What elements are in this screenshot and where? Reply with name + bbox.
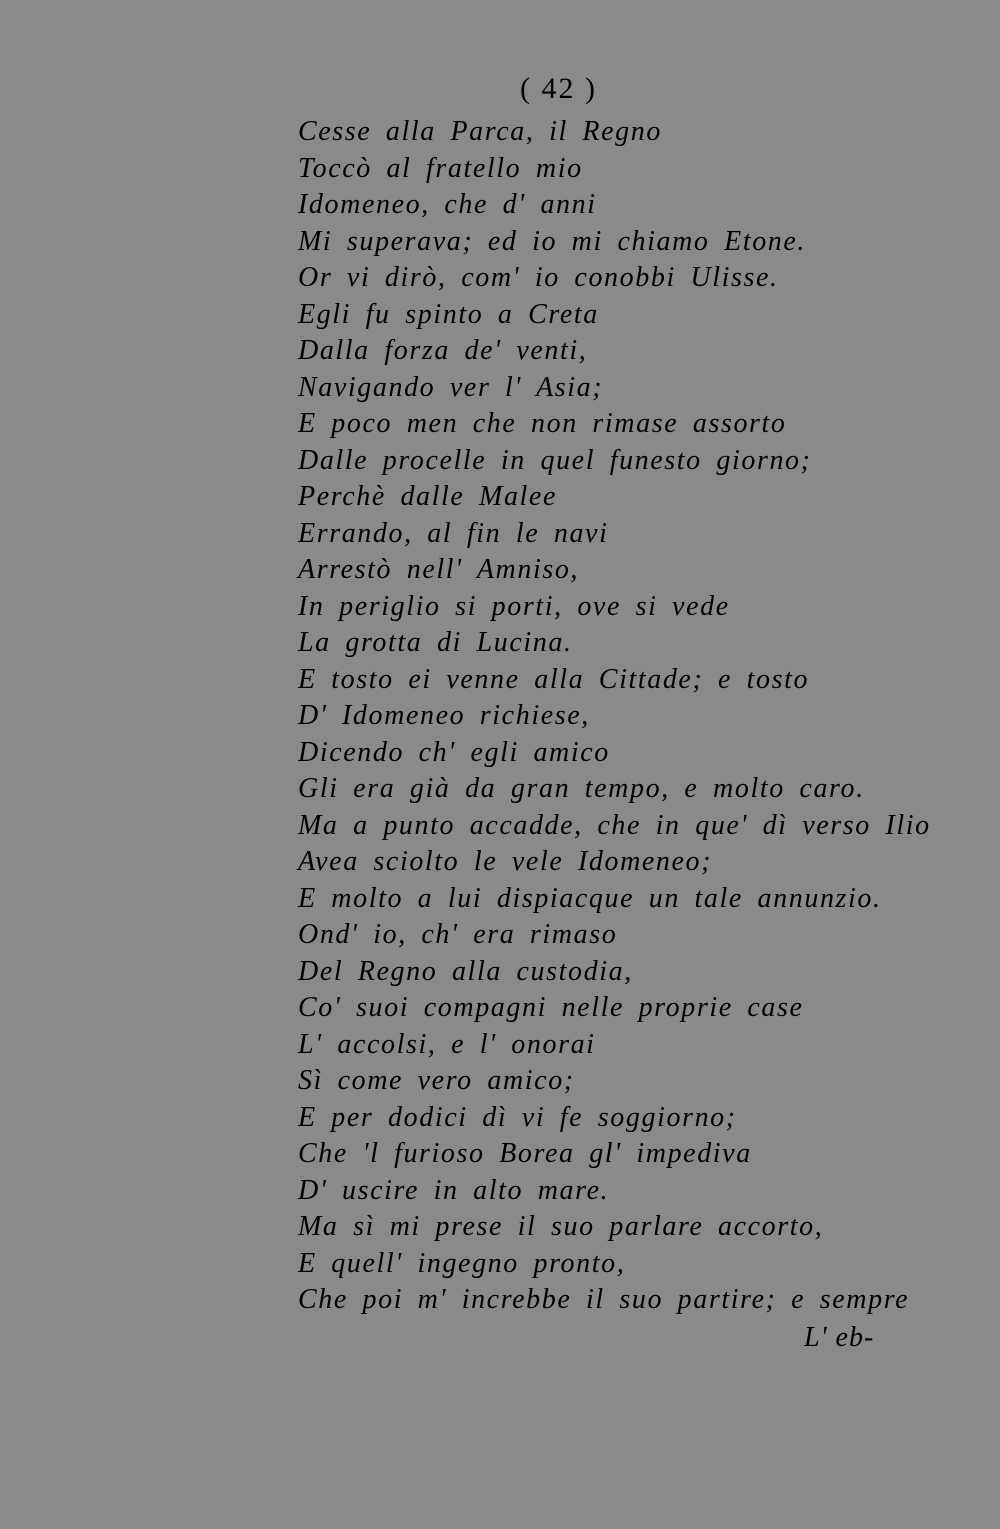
verse-line: Dalla forza de' venti, [298, 335, 588, 366]
verse-line: Sì come vero amico; [298, 1065, 575, 1096]
verse-line: D' Idomeneo richiese, [298, 700, 590, 731]
verse-line: E quell' ingegno pronto, [298, 1247, 626, 1279]
verse-line: Egli fu spinto a Creta [298, 298, 599, 330]
verse-line: E per dodici dì vi fe soggiorno; [298, 1101, 737, 1133]
verse-line: E tosto ei venne alla Cittade; e tosto [298, 663, 810, 695]
verse-line: Avea sciolto le vele Idomeneo; [298, 846, 713, 877]
verse-line: Mi superava; ed io mi chiamo Etone. [298, 225, 807, 257]
verse-line: E molto a lui dispiacque un tale annunzio. [298, 882, 882, 914]
verse-line: Ma sì mi prese il suo parlare accorto, [298, 1211, 824, 1242]
verse-line: Del Regno alla custodia, [298, 955, 633, 987]
verse-line: Gli era già da gran tempo, e molto caro. [298, 773, 865, 804]
verse-line: Dicendo ch' egli amico [298, 736, 610, 768]
verse-line: L' accolsi, e l' onorai [298, 1028, 596, 1060]
verse-line: Che 'l furioso Borea gl' impediva [298, 1138, 752, 1169]
verse-text [298, 114, 938, 1319]
verse-line: La grotta di Lucina. [298, 627, 573, 658]
verse-line: Idomeneo, che d' anni [298, 189, 597, 220]
verse-line: Navigando ver l' Asia; [298, 371, 604, 403]
verse-line: Errando, al fin le navi [298, 517, 609, 549]
verse-line: Toccò al fratello mio [298, 152, 583, 184]
verse-line: D' uscire in alto mare. [298, 1174, 610, 1206]
verse-line: Or vi dirò, com' io conobbi Ulisse. [298, 262, 779, 293]
verse-line: Perchè dalle Malee [298, 481, 557, 512]
verse-line: Dalle procelle in quel funesto giorno; [298, 444, 812, 476]
page-number: ( 42 ) [520, 72, 597, 105]
verse-line: Cesse alla Parca, il Regno [298, 116, 662, 147]
catchword: L' eb- [804, 1322, 875, 1353]
verse-line: In periglio si porti, ove si vede [298, 590, 730, 622]
verse-line: Arrestò nell' Amniso, [298, 554, 580, 585]
verse-line: Co' suoi compagni nelle proprie case [298, 992, 804, 1023]
verse-line: Ond' io, ch' era rimaso [298, 919, 618, 950]
verse-line: E poco men che non rimase assorto [298, 408, 787, 439]
verse-line: Che poi m' increbbe il suo partire; e sempre [298, 1284, 910, 1315]
verse-line: Ma a punto accadde, che in que' dì verso Ilio [298, 809, 931, 841]
